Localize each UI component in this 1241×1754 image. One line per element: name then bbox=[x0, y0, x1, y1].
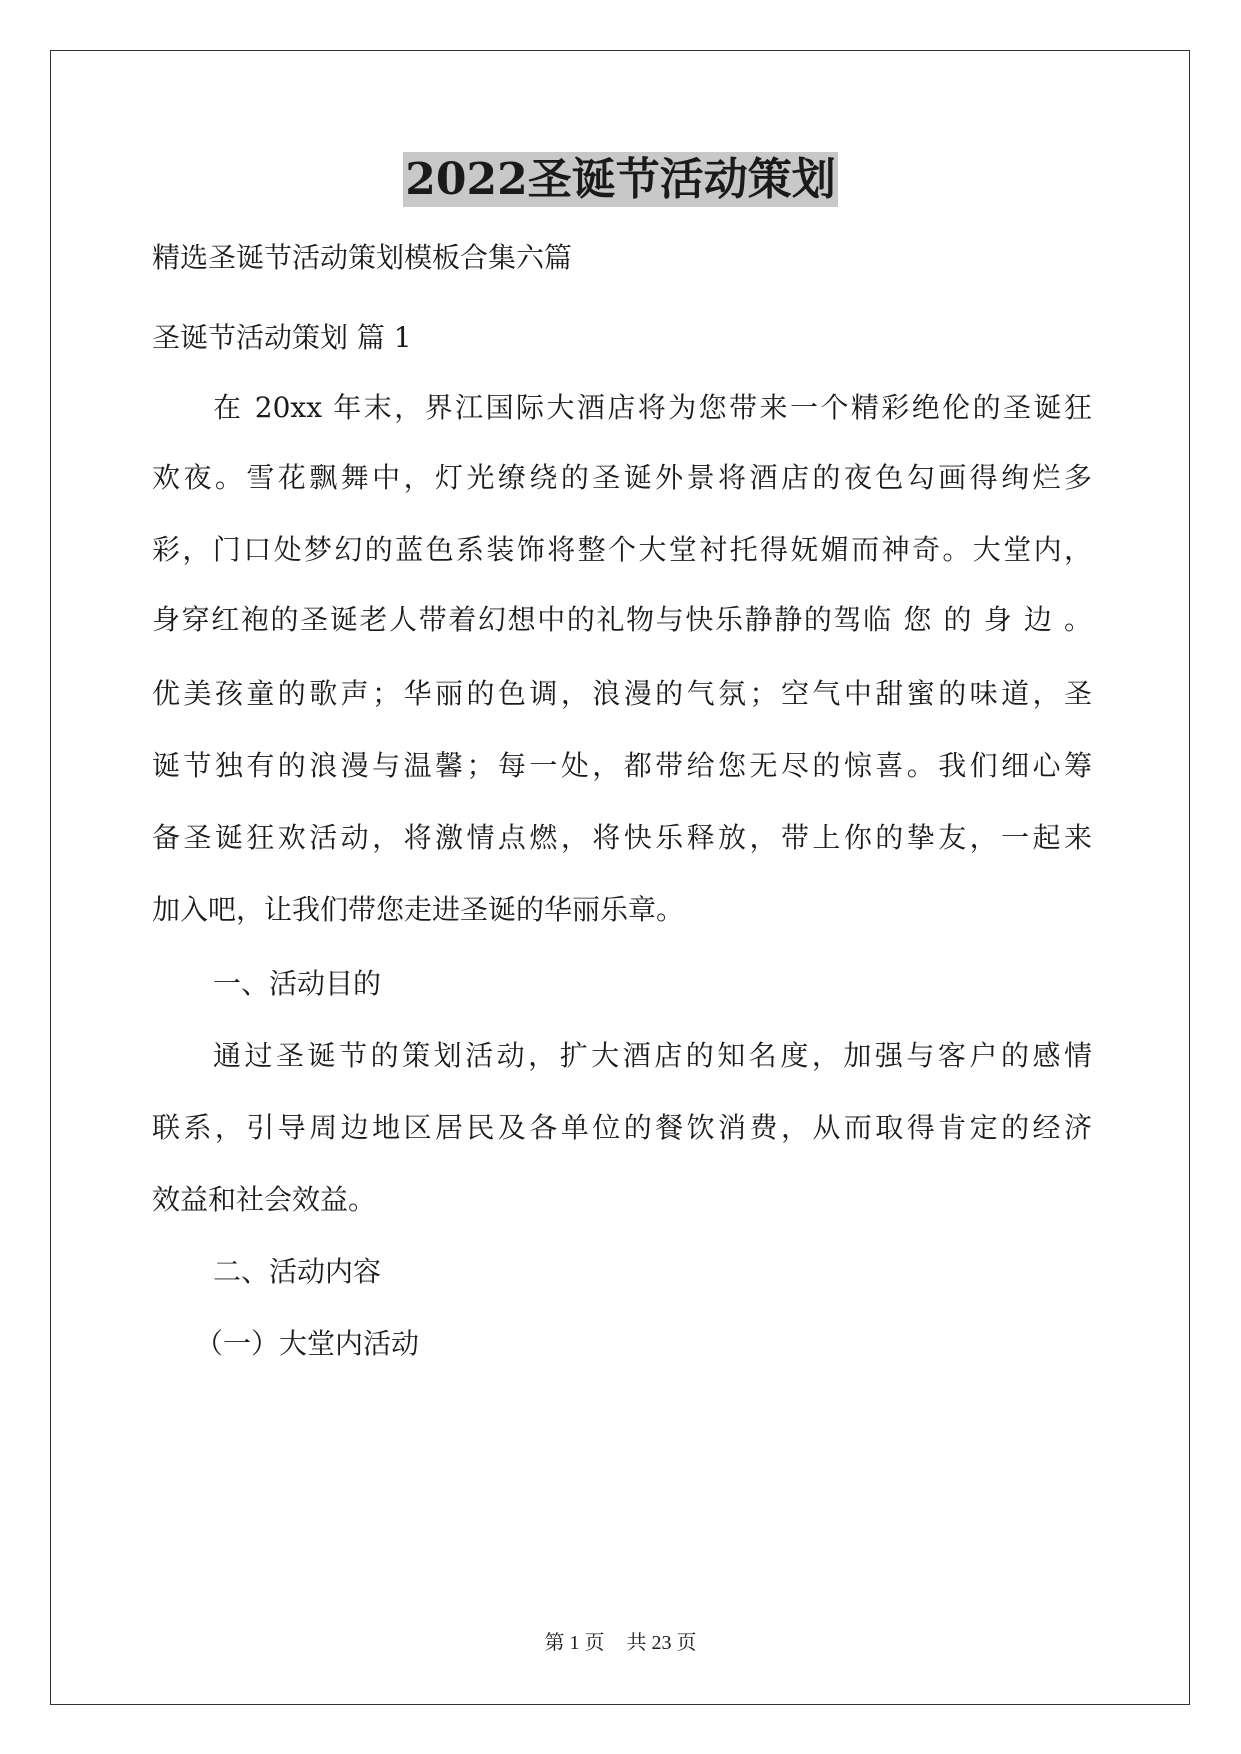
heading-purpose: 一、活动目的 bbox=[213, 967, 382, 1000]
intro-paragraph-line: 身穿红袍的圣诞老人带着幻想中的礼物与快乐静静的驾临 您 的 身 边 。 bbox=[152, 603, 1092, 636]
intro-paragraph-line: 备圣诞狂欢活动，将激情点燃，将快乐释放，带上你的挚友，一起来 bbox=[152, 821, 1092, 854]
document-title bbox=[0, 150, 1241, 213]
page-number: 第 1 页 bbox=[544, 1632, 605, 1654]
purpose-paragraph-line: 通过圣诞节的策划活动，扩大酒店的知名度，加强与客户的感情 bbox=[213, 1039, 1092, 1072]
intro-paragraph-line: 彩，门口处梦幻的蓝色系装饰将整个大堂衬托得妩媚而神奇。大堂内， bbox=[152, 533, 1092, 566]
document-title-text: 2022圣诞节活动策划 bbox=[405, 154, 836, 205]
total-pages: 共 23 页 bbox=[626, 1632, 697, 1654]
sub-heading-lobby: （一）大堂内活动 bbox=[195, 1327, 420, 1360]
intro-paragraph-line: 优美孩童的歌声；华丽的色调，浪漫的气氛；空气中甜蜜的味道，圣 bbox=[152, 677, 1092, 710]
intro-paragraph-line: 在 20xx 年末，界江国际大酒店将为您带来一个精彩绝伦的圣诞狂 bbox=[213, 391, 1092, 424]
intro-paragraph-line: 欢夜。雪花飘舞中，灯光缭绕的圣诞外景将酒店的夜色勾画得绚烂多 bbox=[152, 461, 1092, 494]
heading-content: 二、活动内容 bbox=[213, 1255, 382, 1288]
document-subtitle: 精选圣诞节活动策划模板合集六篇 bbox=[152, 241, 573, 274]
intro-paragraph-line: 诞节独有的浪漫与温馨；每一处，都带给您无尽的惊喜。我们细心筹 bbox=[152, 749, 1092, 782]
section-heading: 圣诞节活动策划 篇 1 bbox=[152, 321, 412, 354]
purpose-paragraph-line: 效益和社会效益。 bbox=[152, 1183, 377, 1216]
purpose-paragraph-line: 联系，引导周边地区居民及各单位的餐饮消费，从而取得肯定的经济 bbox=[152, 1111, 1092, 1144]
intro-paragraph-line: 加入吧，让我们带您走进圣诞的华丽乐章。 bbox=[152, 893, 685, 926]
page-footer bbox=[0, 1630, 1241, 1656]
page-border bbox=[50, 50, 1190, 1705]
